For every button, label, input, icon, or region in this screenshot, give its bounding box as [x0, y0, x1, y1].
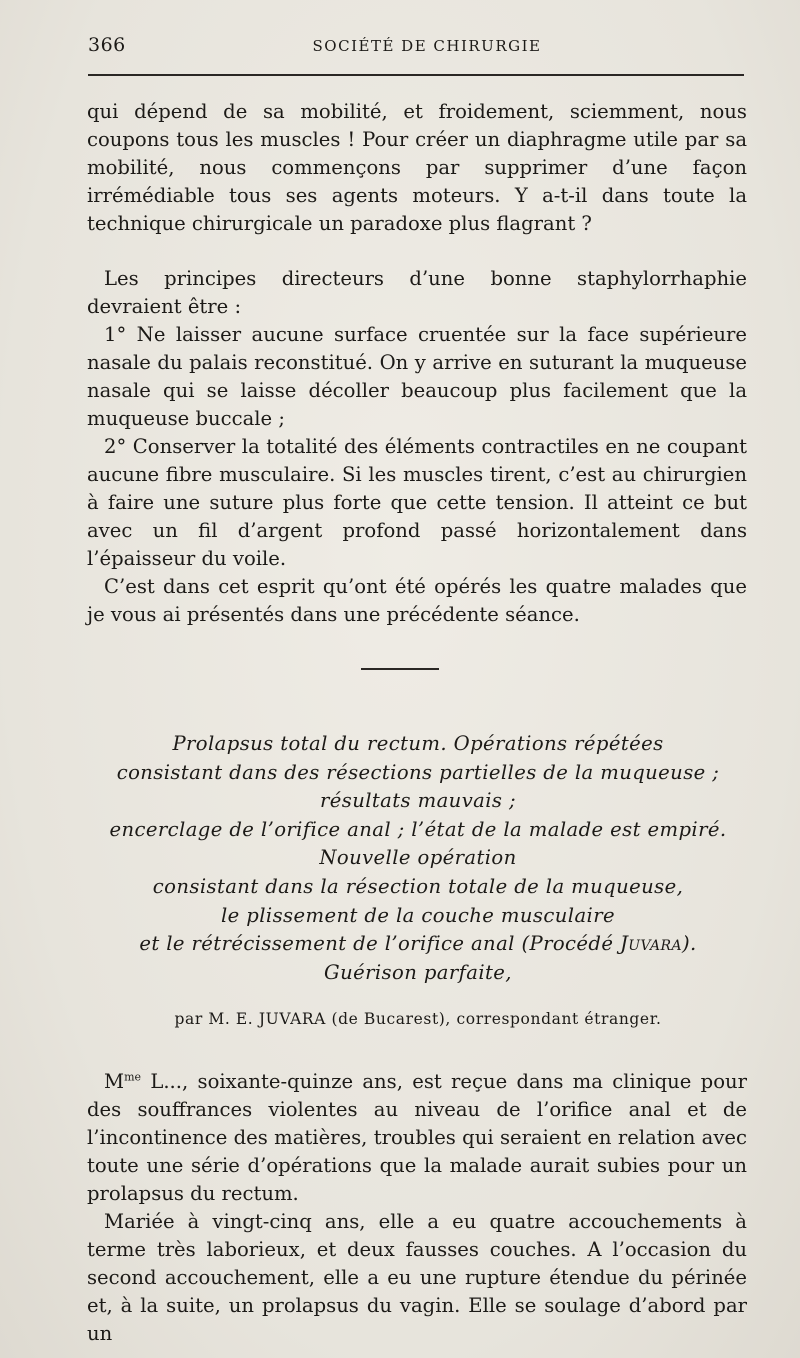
article-title — [90, 730, 746, 987]
page-header — [88, 34, 746, 64]
title-line: encerclage de l’orifice anal ; l’état de la malade est empiré. — [109, 817, 727, 841]
principles-closing: C’est dans cet esprit qu’ont été opérés les quatre malades que je vous ai présentés dans une précédente séance. — [87, 575, 747, 626]
title-line: Prolapsus total du rectum. Opérations répétées — [172, 732, 664, 755]
case-report — [87, 1068, 747, 1348]
procedure-close: ). — [681, 932, 697, 956]
author-byline: par M. E. JUVARA (de Bucarest), correspondant étranger. — [174, 1010, 662, 1028]
page-number: 366 — [88, 34, 126, 56]
title-line-procedure — [90, 930, 746, 959]
principles-intro: Les principes directeurs d’une bonne staphylorrhaphie devraient être : — [87, 267, 747, 318]
case-paragraph-1 — [87, 1068, 747, 1208]
principle-item-1: 1° Ne laisser aucune surface cruentée sur la face supérieure nasale du palais reconstitué. On y arrive en suturant la muqueuse nasale qui se laisse décoller beaucoup plus facilement que la muqueuse buccale ; — [87, 323, 747, 430]
honorific: M — [104, 1070, 125, 1093]
running-title: SOCIÉTÉ DE CHIRURGIE — [312, 37, 542, 55]
title-line: et le rétrécissement de l’orifice anal (Procédé — [139, 932, 620, 956]
principles-section — [87, 265, 747, 629]
section-separator — [361, 668, 439, 670]
header-rule — [88, 74, 744, 76]
case-paragraph-1-text: L..., soixante-quinze ans, est reçue dans ma clinique pour des souffrances violentes au niveau de l’orifice anal et de l’incontinence des matières, troubles qui seraient en relation avec toute une série d’opérations que la malade aurait subies pour un prolapsus du rectum. — [87, 1070, 747, 1205]
title-line: résultats mauvais ; — [320, 789, 516, 813]
case-paragraph-2: Mariée à vingt-cinq ans, elle a eu quatre accouchements à terme très laborieux, et deux fausses couches. A l’occasion du second accouchement, elle a eu une rupture étendue du périnée et, à la suite, un prolapsus du vagin. Elle se soulage d’abord par un — [87, 1210, 747, 1345]
continuation-text — [87, 98, 747, 238]
principle-item-2: 2° Conserver la totalité des éléments contractiles en ne coupant aucune fibre musculaire. Si les muscles tirent, c’est au chirurgien à faire une suture plus forte que cette tension. Il atteint ce but avec un fil d’argent profond passé horizontalement dans l’épaisseur du voile. — [87, 435, 747, 570]
continuation-paragraph: qui dépend de sa mobilité, et froidement, sciemment, nous coupons tous les muscles ! Pour créer un diaphragme utile par sa mobilité, nous commençons par supprimer d’une façon irrémédiable tous ses agents moteurs. Y a-t-il dans toute la technique chirurgicale un paradoxe plus flagrant ? — [87, 100, 747, 235]
procedure-name: Juvara — [619, 932, 682, 956]
title-line: le plissement de la couche musculaire — [221, 903, 615, 927]
title-line: consistant dans des résections partielles de la muqueuse ; — [116, 760, 720, 784]
title-line: Guérison parfaite, — [324, 960, 512, 984]
title-line: consistant dans la résection totale de la muqueuse, — [152, 874, 684, 898]
title-line: Nouvelle opération — [319, 846, 517, 870]
honorific-superscript: me — [124, 1070, 142, 1084]
